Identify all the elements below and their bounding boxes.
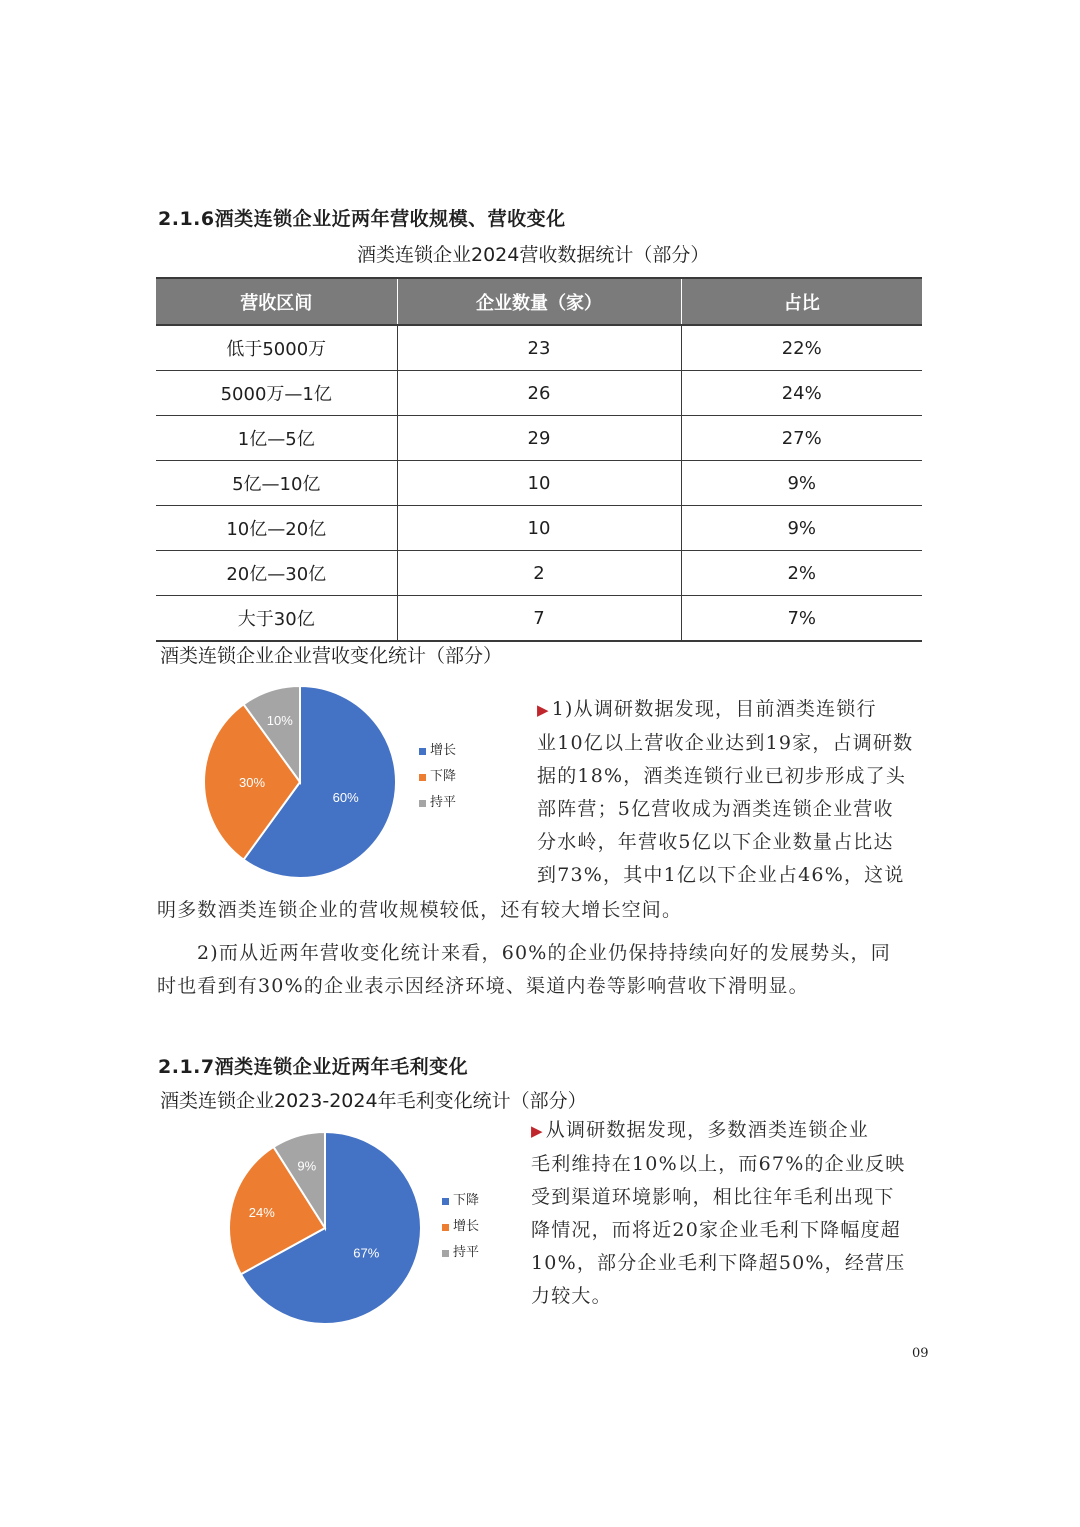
table-row [156, 596, 922, 642]
table-cell: 20亿—30亿 [156, 551, 397, 596]
pie-data-label: 10% [266, 712, 293, 728]
table-cell: 7 [397, 596, 681, 642]
paragraph-line: 降情况，而将近20家企业毛利下降幅度超 [531, 1219, 901, 1241]
table-header-cell: 企业数量（家） [397, 278, 681, 325]
paragraph-line: 部阵营；5亿营收成为酒类连锁企业营收 [537, 798, 894, 820]
revenue-analysis-paragraph-side [537, 693, 922, 892]
legend-label: 下降 [430, 769, 457, 784]
table-header-cell: 占比 [681, 278, 922, 325]
table-cell: 2 [397, 551, 681, 596]
table-cell: 7% [681, 596, 922, 642]
section-heading-gross-profit: 2.1.7酒类连锁企业近两年毛利变化 [158, 1056, 469, 1078]
table-row [156, 506, 922, 551]
page-number: 09 [912, 1346, 929, 1361]
revenue-change-pie-chart [200, 682, 400, 882]
pie-data-label: 60% [332, 789, 359, 805]
legend-label: 增长 [453, 1219, 480, 1234]
paragraph-line: 从调研数据发现，多数酒类连锁企业 [545, 1119, 869, 1141]
paragraph-line: 明多数酒类连锁企业的营收规模较低，还有较大增长空间。 [157, 899, 683, 921]
paragraph-line: 毛利维持在10%以上，而67%的企业反映 [531, 1153, 906, 1175]
legend-label: 下降 [453, 1193, 480, 1208]
paragraph-line: 2)而从近两年营收变化统计来看，60%的企业仍保持持续向好的发展势头，同 [197, 942, 891, 964]
arrow-bullet-icon: ▶ [531, 1122, 544, 1140]
revenue-table-caption: 酒类连锁企业2024营收数据统计（部分） [357, 244, 710, 266]
gross-profit-legend [442, 1188, 479, 1266]
gross-profit-chart-caption: 酒类连锁企业2023-2024年毛利变化统计（部分） [160, 1090, 587, 1112]
legend-swatch [442, 1250, 449, 1257]
table-cell: 29 [397, 416, 681, 461]
table-row [156, 371, 922, 416]
legend-item [442, 1240, 479, 1266]
legend-item [419, 738, 456, 764]
revenue-change-paragraph [157, 937, 923, 1003]
arrow-bullet-icon: ▶ [537, 701, 550, 719]
table-cell: 27% [681, 416, 922, 461]
legend-item [442, 1188, 479, 1214]
table-cell: 大于30亿 [156, 596, 397, 642]
table-cell: 9% [681, 506, 922, 551]
table-cell: 5000万—1亿 [156, 371, 397, 416]
paragraph-line: 分水岭，年营收5亿以下企业数量占比达 [537, 831, 894, 853]
table-row [156, 325, 922, 371]
pie-data-label: 24% [248, 1204, 275, 1220]
pie-data-label: 9% [297, 1158, 317, 1174]
paragraph-line: 10%，部分企业毛利下降超50%，经营压 [531, 1252, 906, 1274]
paragraph-line: 据的18%，酒类连锁行业已初步形成了头 [537, 765, 907, 787]
legend-label: 持平 [430, 795, 457, 810]
table-cell: 2% [681, 551, 922, 596]
table-row [156, 461, 922, 506]
table-cell: 24% [681, 371, 922, 416]
paragraph-line: 时也看到有30%的企业表示因经济环境、渠道内卷等影响营收下滑明显。 [157, 975, 809, 997]
section-heading-revenue: 2.1.6酒类连锁企业近两年营收规模、营收变化 [158, 208, 566, 230]
pie-data-label: 30% [238, 775, 266, 790]
table-header-row [156, 278, 922, 325]
paragraph-line: 1)从调研数据发现，目前酒类连锁行 [551, 698, 877, 720]
legend-swatch [442, 1198, 449, 1205]
legend-swatch [419, 748, 426, 755]
table-cell: 10亿—20亿 [156, 506, 397, 551]
legend-label: 持平 [453, 1245, 480, 1260]
table-header-cell: 营收区间 [156, 278, 397, 325]
legend-item [442, 1214, 479, 1240]
table-cell: 26 [397, 371, 681, 416]
table-cell: 10 [397, 461, 681, 506]
table-cell: 10 [397, 506, 681, 551]
table-row [156, 551, 922, 596]
paragraph-line: 业10亿以上营收企业达到19家，占调研数 [537, 732, 914, 754]
legend-item [419, 764, 456, 790]
table-cell: 22% [681, 325, 922, 371]
table-cell: 1亿—5亿 [156, 416, 397, 461]
revenue-change-legend [419, 738, 456, 816]
gross-profit-pie-chart [225, 1128, 425, 1328]
table-cell: 低于5000万 [156, 325, 397, 371]
legend-swatch [419, 800, 426, 807]
table-row [156, 416, 922, 461]
legend-swatch [442, 1224, 449, 1231]
revenue-change-chart-caption: 酒类连锁企业企业营收变化统计（部分） [160, 645, 503, 667]
legend-swatch [419, 774, 426, 781]
legend-label: 增长 [430, 743, 457, 758]
paragraph-line: 到73%，其中1亿以下企业占46%，这说 [537, 864, 905, 886]
legend-item [419, 790, 456, 816]
table-cell: 9% [681, 461, 922, 506]
gross-profit-paragraph [531, 1114, 922, 1313]
paragraph-line: 力较大。 [531, 1285, 612, 1307]
table-cell: 5亿—10亿 [156, 461, 397, 506]
pie-data-label: 67% [353, 1245, 380, 1261]
table-cell: 23 [397, 325, 681, 371]
paragraph-line: 受到渠道环境影响，相比往年毛利出现下 [531, 1186, 895, 1208]
revenue-table [156, 277, 922, 642]
